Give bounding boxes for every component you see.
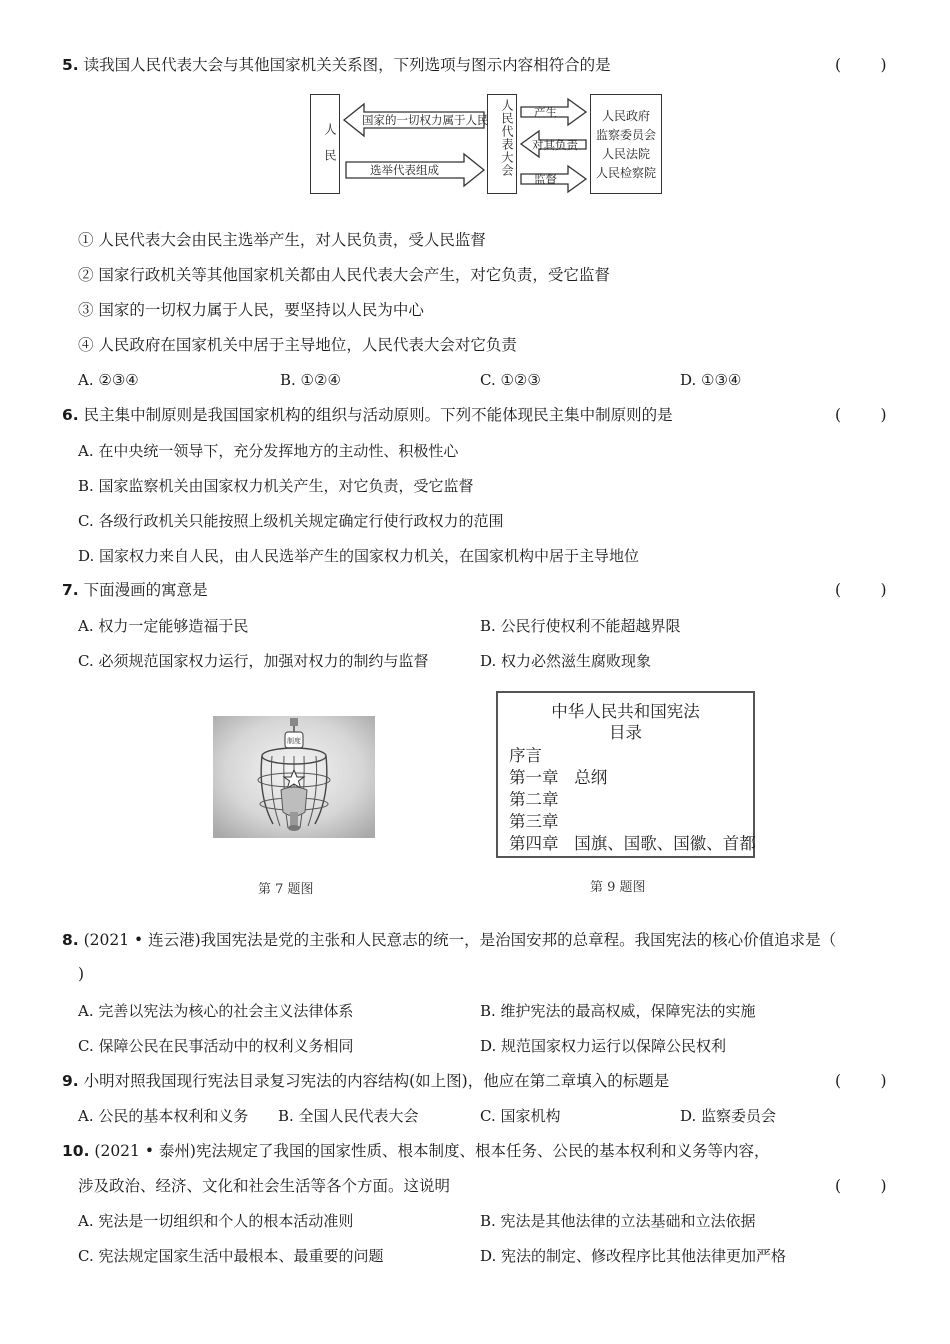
q7-figure-caption: 第 7 题图: [258, 882, 314, 897]
q5-diagram: [306, 90, 664, 196]
q9-option-b[interactable]: B. 全国人民代表大会: [278, 1107, 419, 1125]
q10-stem-continued: 涉及政治、经济、文化和社会生活等各个方面。这说明: [78, 1177, 451, 1195]
toc-subtitle: 目录: [609, 723, 642, 742]
q7-stem: [62, 580, 208, 600]
q8-stem: [62, 930, 836, 950]
diagram-organ-4: 人民检察院: [595, 166, 656, 180]
arrow-label-produce: 产生: [534, 105, 557, 119]
q9-figure-caption: 第 9 题图: [590, 880, 646, 895]
arrow-label-top: 国家的一切权力属于人民: [362, 113, 489, 127]
q10-option-b[interactable]: B. 宪法是其他法律的立法基础和立法依据: [480, 1212, 756, 1230]
arrow-label-responsible: 对其负责: [532, 138, 578, 152]
q7-option-d[interactable]: D. 权力必然滋生腐败现象: [480, 652, 652, 670]
q7-answer-paren[interactable]: ( ): [835, 581, 887, 599]
diagram-organ-3: 人民法院: [601, 147, 650, 161]
q10-option-c[interactable]: C. 宪法规定国家生活中最根本、最重要的问题: [78, 1247, 384, 1265]
q5-stem-text: 读我国人民代表大会与其他国家机关关系图，下列选项与图示内容相符合的是: [83, 56, 611, 74]
q9-option-a[interactable]: A. 公民的基本权利和义务: [78, 1107, 249, 1125]
q7-number: 7.: [62, 581, 79, 599]
q7-option-a[interactable]: A. 权力一定能够造福于民: [78, 617, 249, 635]
q6-option-c[interactable]: C. 各级行政机关只能按照上级机关规定确定行使行政权力的范围: [78, 512, 504, 530]
q7-cartoon: [213, 716, 375, 838]
q6-stem: [62, 405, 673, 425]
toc-line-1: 序言: [509, 746, 542, 765]
q8-option-b[interactable]: B. 维护宪法的最高权威，保障宪法的实施: [480, 1002, 756, 1020]
q7-option-c[interactable]: C. 必须规范国家权力运行，加强对权力的制约与监督: [78, 652, 429, 670]
diagram-people-label: 人民: [323, 123, 337, 175]
q6-stem-text: 民主集中制原则是我国国家机构的组织与活动原则。下列不能体现民主集中制原则的是: [83, 406, 673, 424]
q5-statement-3: ③ 国家的一切权力属于人民，要坚持以人民为中心: [78, 301, 424, 319]
diagram-congress-label: 人民代表大会: [500, 99, 514, 177]
q9-stem: [62, 1071, 669, 1091]
q8-option-c[interactable]: C. 保障公民在民事活动中的权利义务相同: [78, 1037, 354, 1055]
q10-answer-paren[interactable]: ( ): [835, 1177, 887, 1195]
toc-line-4: 第三章: [509, 812, 559, 831]
q6-answer-paren[interactable]: ( ): [835, 406, 887, 424]
arrow-label-bottom: 选举代表组成: [370, 163, 439, 177]
q5-option-d[interactable]: D. ①③④: [680, 371, 742, 389]
q9-answer-paren[interactable]: ( ): [835, 1072, 887, 1090]
q5-statement-4: ④ 人民政府在国家机关中居于主导地位，人民代表大会对它负责: [78, 336, 517, 354]
diagram-organ-2: 监察委员会: [595, 128, 656, 142]
q5-option-b[interactable]: B. ①②④: [280, 371, 341, 389]
constitution-toc-figure: [496, 691, 755, 858]
toc-line-3: 第二章: [509, 790, 559, 809]
cartoon-system-label: 制度: [287, 737, 301, 745]
q8-option-a[interactable]: A. 完善以宪法为核心的社会主义法律体系: [78, 1002, 354, 1020]
q8-number: 8.: [62, 931, 79, 949]
toc-line-2: 第一章 总纲: [509, 768, 608, 787]
q5-answer-paren[interactable]: ( ): [835, 56, 887, 74]
q6-option-d[interactable]: D. 国家权力来自人民，由人民选举产生的国家权力机关，在国家机构中居于主导地位: [78, 547, 640, 565]
q7-option-b[interactable]: B. 公民行使权利不能超越界限: [480, 617, 681, 635]
q9-number: 9.: [62, 1072, 79, 1090]
q6-option-b[interactable]: B. 国家监察机关由国家权力机关产生，对它负责，受它监督: [78, 477, 474, 495]
q7-stem-text: 下面漫画的寓意是: [83, 581, 208, 599]
q8-option-d[interactable]: D. 规范国家权力运行以保障公民权利: [480, 1037, 727, 1055]
q5-option-c[interactable]: C. ①②③: [480, 371, 541, 389]
q6-option-a[interactable]: A. 在中央统一领导下，充分发挥地方的主动性、积极性心: [78, 442, 459, 460]
q5-statement-2: ② 国家行政机关等其他国家机关都由人民代表大会产生，对它负责，受它监督: [78, 266, 610, 284]
cage-cartoon-image: [213, 716, 375, 838]
q5-number: 5.: [62, 56, 79, 74]
q10-option-d[interactable]: D. 宪法的制定、修改程序比其他法律更加严格: [480, 1247, 787, 1265]
toc-title: 中华人民共和国宪法: [551, 702, 700, 721]
arrow-label-supervise: 监督: [534, 172, 557, 186]
q10-stem-text: (2021 • 泰州)宪法规定了我国的国家性质、根本制度、根本任务、公民的基本权利和义务等内容，: [94, 1142, 770, 1160]
q9-stem-text: 小明对照我国现行宪法目录复习宪法的内容结构(如上图)，他应在第二章填入的标题是: [83, 1072, 670, 1090]
q6-number: 6.: [62, 406, 79, 424]
q10-option-a[interactable]: A. 宪法是一切组织和个人的根本活动准则: [78, 1212, 354, 1230]
q5-option-a[interactable]: A. ②③④: [78, 371, 139, 389]
q10-stem: [62, 1141, 769, 1161]
diagram-organ-1: 人民政府: [601, 109, 650, 123]
q8-stem-text: (2021 • 连云港)我国宪法是党的主张和人民意志的统一，是治国安邦的总章程。我国宪法的核心价值追求是（: [83, 931, 837, 949]
q9-option-c[interactable]: C. 国家机构: [480, 1107, 561, 1125]
q9-option-d[interactable]: D. 监察委员会: [680, 1107, 777, 1125]
diagram-arrows: [306, 90, 664, 196]
toc-line-5: 第四章 国旗、国歌、国徽、首都: [509, 834, 756, 853]
q5-statement-1: ① 人民代表大会由民主选举产生，对人民负责，受人民监督: [78, 231, 486, 249]
q8-stem-continued: ): [78, 965, 85, 983]
q5-stem: [62, 55, 611, 75]
q10-number: 10.: [62, 1142, 90, 1160]
